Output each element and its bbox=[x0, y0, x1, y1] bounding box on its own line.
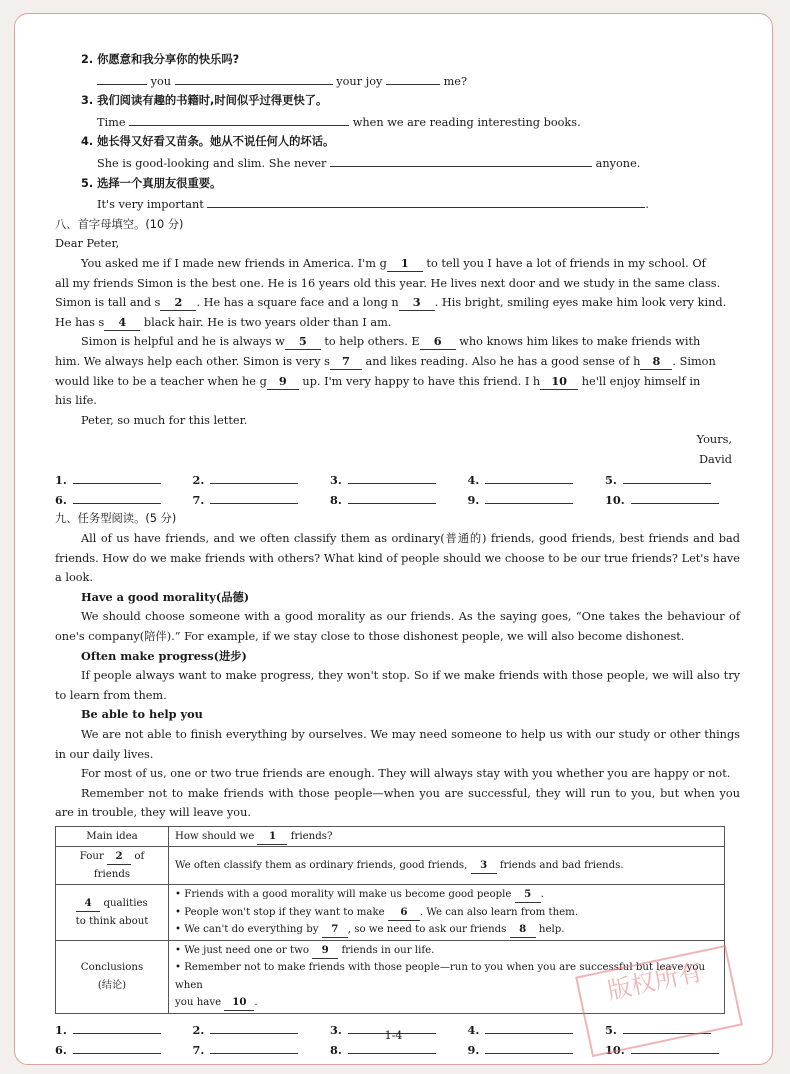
letter-line bbox=[55, 313, 740, 333]
answer-field: 6. bbox=[55, 1039, 190, 1059]
letter-line bbox=[55, 254, 740, 274]
passage-paragraph: Remember not to make friends with those people—when you are successful, they will run to you, but when you are in trouble, they will leave you. bbox=[55, 786, 740, 820]
passage-paragraph: We are not able to finish everything by ourselves. We may need someone to help us with our study or other things in our daily lives. bbox=[55, 728, 740, 761]
worksheet-content bbox=[55, 28, 740, 1059]
table-cell: • Friends with a good morality will make us become good people 5 . • People won't stop if they want to make 6 . We can also learn from them. • We can't do everything by 7 , so we need to ask our friends 8 help. bbox=[169, 885, 725, 941]
answer-field: 5. bbox=[605, 469, 740, 489]
passage-paragraph: All of us have friends, and we often classify them as ordinary(普通的) friends, good friends, best friends and bad friends. How do we make friends with others? What kind of people should we choose to be our true friends? Let's have a look. bbox=[55, 532, 740, 585]
answer-blank-7[interactable]: 7 bbox=[330, 354, 362, 370]
q2-word: you bbox=[150, 74, 172, 88]
answer-blank-8[interactable]: 8 bbox=[640, 354, 672, 370]
text: to help others. E bbox=[324, 335, 420, 349]
page-frame bbox=[14, 13, 773, 1065]
passage-paragraph: For most of us, one or two true friends are enough. They will always stay with you whether you are happy or not. bbox=[81, 767, 731, 781]
answer-blank-5[interactable]: 5 bbox=[285, 334, 321, 350]
passage-heading: Have a good morality(品德) bbox=[81, 589, 250, 604]
answer-blank-2[interactable]: 2 bbox=[160, 295, 196, 311]
answer-field: 2. bbox=[193, 1019, 328, 1039]
q2-line bbox=[55, 70, 740, 92]
answer-field: 3. bbox=[330, 1019, 465, 1039]
q3-word2: when we are reading interesting books. bbox=[352, 115, 581, 129]
answer-row-8b bbox=[55, 489, 740, 509]
section8-title: 八、首字母填空。(10 分) bbox=[55, 217, 184, 231]
answer-blank-4[interactable]: 4 bbox=[104, 315, 140, 331]
answer-field: 8. bbox=[330, 1039, 465, 1059]
answer-row-8a bbox=[55, 469, 740, 489]
answer-blank-6[interactable]: 6 bbox=[420, 334, 456, 350]
text: would like to be a teacher when he g bbox=[55, 374, 267, 388]
text: You asked me if I made new friends in America. I'm g bbox=[81, 256, 387, 270]
text: He has s bbox=[55, 315, 105, 329]
table-cell: Conclusions (结论) bbox=[56, 940, 169, 1013]
q2-word3: me? bbox=[443, 74, 468, 88]
text: who knows him likes to make friends with bbox=[459, 335, 701, 349]
q3-label: 3. 我们阅读有趣的书籍时,时间似乎过得更快了。 bbox=[81, 94, 328, 108]
table-cell: Four 2 of friends bbox=[56, 847, 169, 885]
text: Simon is helpful and he is always w bbox=[81, 335, 285, 349]
q4-line bbox=[55, 152, 740, 174]
answer-blank-3[interactable]: 3 bbox=[399, 295, 435, 311]
letter-line: his life. bbox=[55, 394, 97, 408]
passage-paragraph: If people always want to make progress, they won't stop. So if we make friends with those people, we will also try to learn from them. bbox=[55, 669, 740, 702]
answer-blank-10[interactable]: 10 bbox=[540, 374, 578, 390]
text: black hair. He is two years older than I am. bbox=[143, 315, 392, 329]
watermark-stamp: 版权所有 bbox=[575, 945, 743, 1057]
answer-field: 5. bbox=[605, 1019, 740, 1039]
text: . His bright, smiling eyes make him look very kind. bbox=[434, 296, 727, 310]
table-cell: 4 qualities to think about bbox=[56, 885, 169, 941]
text: . He has a square face and a long n bbox=[196, 296, 399, 310]
answer-field: 10. bbox=[605, 1039, 740, 1059]
q2-label: 2. 你愿意和我分享你的快乐吗? bbox=[81, 53, 240, 66]
letter-greeting: Dear Peter, bbox=[55, 237, 120, 251]
q3-word: Time bbox=[97, 115, 126, 129]
letter-line bbox=[55, 332, 740, 352]
table-cell: Main idea bbox=[56, 826, 169, 847]
text: he'll enjoy himself in bbox=[581, 374, 701, 388]
passage-paragraph: We should choose someone with a good morality as our friends. As the saying goes, “One takes the behaviour of one's company(陪伴).” For example, if we stay close to those dishonest people, we will also become dishonest. bbox=[55, 610, 740, 644]
table-cell: We often classify them as ordinary friends, good friends, 3 friends and bad friends. bbox=[169, 847, 725, 885]
q4-word2: anyone. bbox=[595, 156, 641, 170]
q5-word: It's very important bbox=[97, 198, 204, 212]
letter-signature: David bbox=[698, 452, 732, 466]
text: and likes reading. Also he has a good sense of h bbox=[365, 354, 641, 368]
answer-field: 3. bbox=[330, 469, 465, 489]
q4-word: She is good-looking and slim. She never bbox=[97, 156, 327, 170]
answer-blank-1[interactable]: 1 bbox=[387, 256, 423, 272]
q3-line bbox=[55, 111, 740, 133]
letter-closing: Yours, bbox=[696, 433, 732, 447]
answer-field: 4. bbox=[468, 469, 603, 489]
answer-field: 7. bbox=[193, 1039, 328, 1059]
table-cell: • We just need one or two 9 friends in our life. • Remember not to make friends with those people—run to you when you are successful but leave you when you have 10 . bbox=[169, 940, 725, 1013]
answer-field: 1. bbox=[55, 1019, 190, 1039]
answer-field: 10. bbox=[605, 489, 740, 509]
letter-line bbox=[55, 372, 740, 392]
answer-field: 8. bbox=[330, 489, 465, 509]
table-row bbox=[56, 847, 725, 885]
text: . Simon bbox=[672, 354, 716, 368]
answer-field: 7. bbox=[193, 489, 328, 509]
table-row bbox=[56, 826, 725, 847]
letter-line bbox=[55, 352, 740, 372]
q5-line bbox=[55, 193, 740, 215]
q5-label: 5. 选择一个真朋友很重要。 bbox=[81, 176, 222, 190]
text: to tell you I have a lot of friends in my school. Of bbox=[426, 256, 706, 270]
text: him. We always help each other. Simon is very s bbox=[55, 354, 330, 368]
section9-title: 九、任务型阅读。(5 分) bbox=[55, 512, 177, 526]
letter-line bbox=[55, 293, 740, 313]
answer-field: 9. bbox=[468, 1039, 603, 1059]
table-row bbox=[56, 885, 725, 941]
answer-field: 4. bbox=[468, 1019, 603, 1039]
text: up. I'm very happy to have this friend. I h bbox=[302, 374, 541, 388]
answer-blank-9[interactable]: 9 bbox=[267, 374, 299, 390]
text: Simon is tall and s bbox=[55, 296, 161, 310]
q2-word2: your joy bbox=[336, 74, 383, 88]
q5-word2: . bbox=[645, 198, 649, 212]
answer-field: 1. bbox=[55, 469, 190, 489]
answer-field: 2. bbox=[193, 469, 328, 489]
passage-heading: Be able to help you bbox=[81, 707, 203, 722]
table-cell: How should we 1 friends? bbox=[169, 826, 725, 847]
page-number: 1-4 bbox=[384, 1029, 403, 1042]
letter-line: all my friends Simon is the best one. He is 16 years old this year. He lives next door and we study in the same class. bbox=[55, 276, 721, 290]
answer-field: 6. bbox=[55, 489, 190, 509]
answer-field: 9. bbox=[468, 489, 603, 509]
letter-line: Peter, so much for this letter. bbox=[81, 413, 248, 427]
passage-heading: Often make progress(进步) bbox=[81, 648, 247, 663]
q4-label: 4. 她长得又好看又苗条。她从不说任何人的坏话。 bbox=[81, 135, 335, 149]
